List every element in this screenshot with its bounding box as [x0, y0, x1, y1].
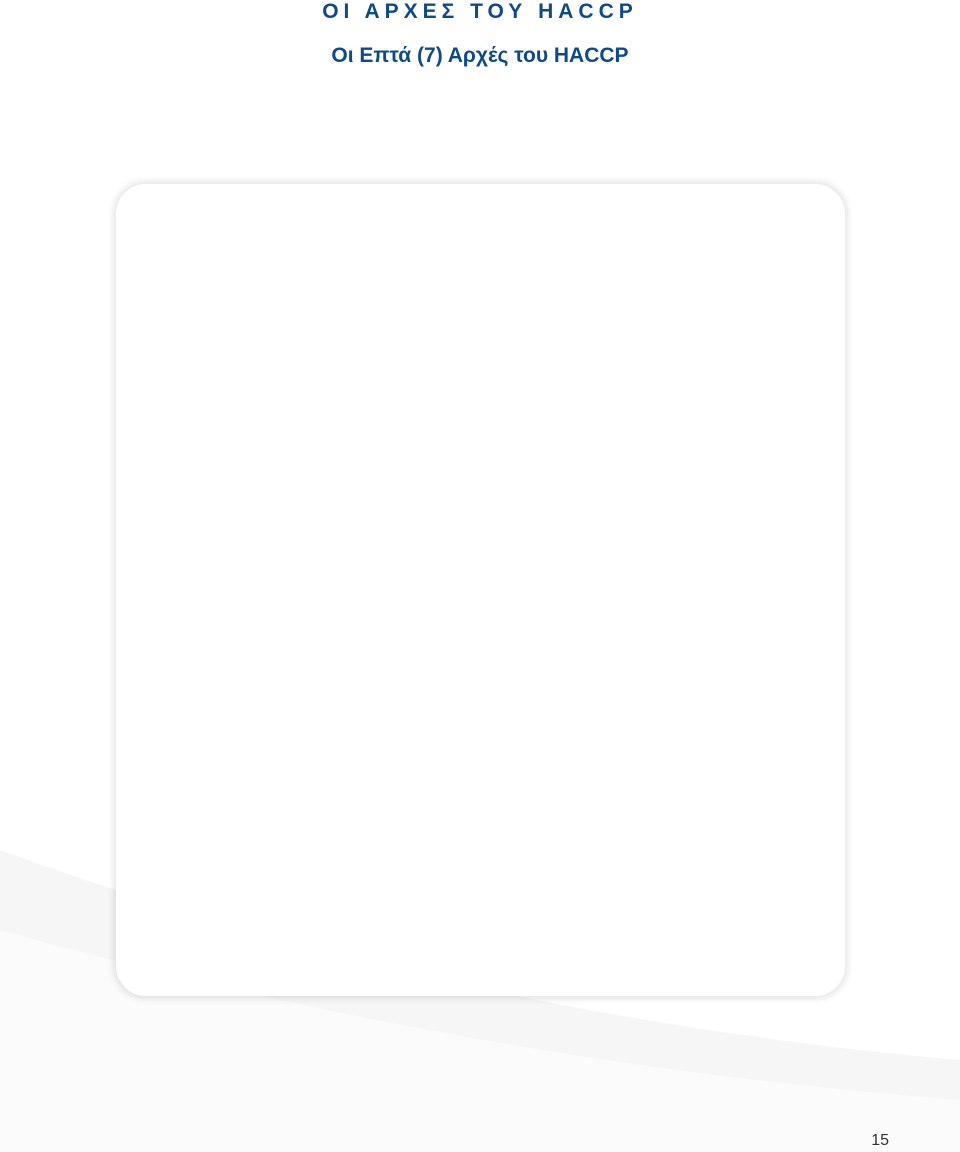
principles-card: [116, 184, 845, 996]
section-kicker: ΟΙ ΑΡΧΕΣ ΤΟΥ HACCP: [322, 0, 638, 23]
page-title: Οι Επτά (7) Αρχές του HACCP: [331, 44, 629, 67]
page-number: 15: [871, 1132, 889, 1149]
